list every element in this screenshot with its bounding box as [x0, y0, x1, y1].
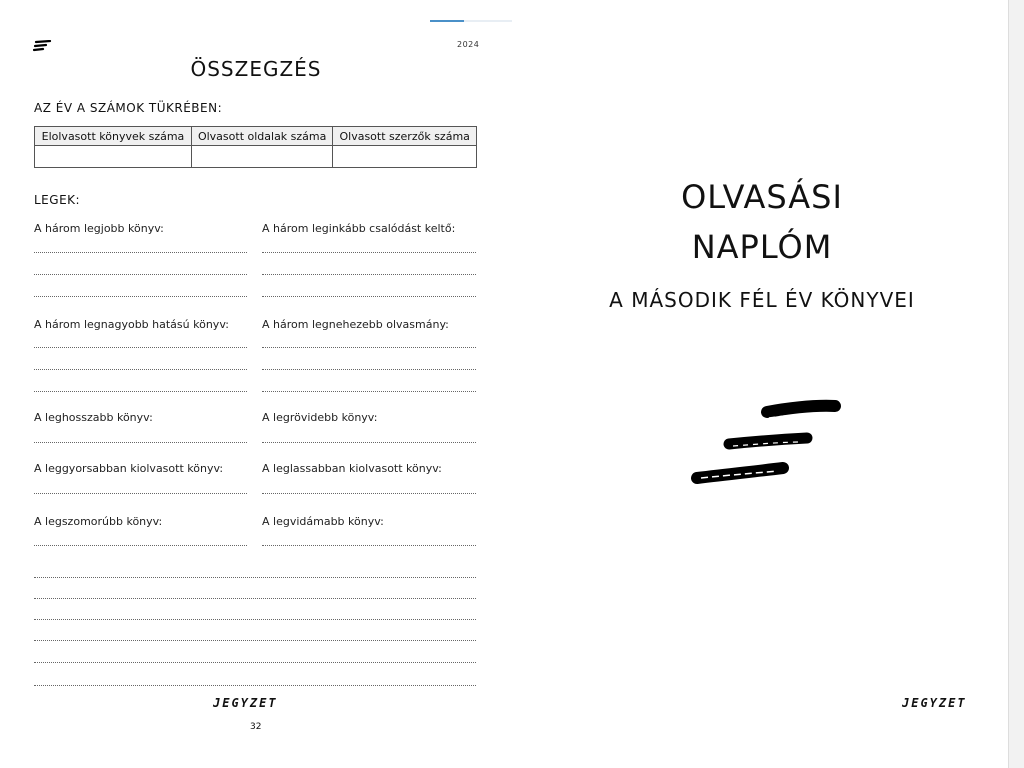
question-saddest: A legszomorúbb könyv: — [34, 515, 163, 528]
cover-subtitle: A MÁSODIK FÉL ÉV KÖNYVEI — [609, 288, 915, 312]
brush-logo-icon — [33, 40, 53, 52]
note-line[interactable] — [34, 662, 476, 663]
question-slowest: A leglassabban kiolvasott könyv: — [262, 462, 442, 475]
answer-line[interactable] — [262, 252, 476, 253]
answer-line[interactable] — [262, 296, 476, 297]
note-line[interactable] — [34, 619, 476, 620]
stats-heading: AZ ÉV A SZÁMOK TÜKRÉBEN: — [34, 101, 223, 115]
note-line[interactable] — [34, 598, 476, 599]
question-hardest-three: A három legnehezebb olvasmány: — [262, 318, 449, 331]
answer-line[interactable] — [34, 391, 247, 392]
question-disappointing-three: A három leginkább csalódást keltő: — [262, 222, 456, 235]
answer-line[interactable] — [262, 545, 476, 546]
question-fastest: A leggyorsabban kiolvasott könyv: — [34, 462, 224, 475]
stats-header-pages-read: Olvasott oldalak száma — [191, 127, 332, 146]
right-page — [512, 0, 1012, 768]
legek-heading: LEGEK: — [34, 193, 81, 207]
question-shortest: A legrövidebb könyv: — [262, 411, 378, 424]
footer-logo: JEGYZET — [902, 696, 967, 710]
answer-line[interactable] — [34, 296, 247, 297]
question-longest: A leghosszabb könyv: — [34, 411, 153, 424]
note-line[interactable] — [34, 685, 476, 686]
answer-line[interactable] — [34, 347, 247, 348]
top-progress-indicator — [430, 20, 464, 22]
brush-strokes-logo-icon — [689, 398, 845, 490]
answer-line[interactable] — [34, 545, 247, 546]
answer-line[interactable] — [34, 493, 247, 494]
stats-cell-authors-read[interactable] — [333, 146, 477, 168]
stats-table — [34, 126, 477, 168]
footer-logo: JEGYZET — [213, 696, 278, 710]
note-line[interactable] — [34, 577, 476, 578]
note-line[interactable] — [34, 640, 476, 641]
answer-line[interactable] — [262, 274, 476, 275]
answer-line[interactable] — [34, 274, 247, 275]
question-most-impactful-three: A három legnagyobb hatású könyv: — [34, 318, 229, 331]
page-title: ÖSSZEGZÉS — [190, 57, 322, 81]
answer-line[interactable] — [262, 369, 476, 370]
cover-title-line2: NAPLÓM — [691, 228, 833, 266]
answer-line[interactable] — [262, 442, 476, 443]
stats-cell-pages-read[interactable] — [191, 146, 332, 168]
answer-line[interactable] — [262, 347, 476, 348]
answer-line[interactable] — [262, 493, 476, 494]
answer-line[interactable] — [262, 391, 476, 392]
stats-header-books-read: Elolvasott könyvek száma — [35, 127, 192, 146]
answer-line[interactable] — [34, 442, 247, 443]
page-number: 32 — [250, 722, 262, 732]
page-edge — [1008, 0, 1024, 768]
year-label: 2024 — [457, 40, 480, 49]
answer-line[interactable] — [34, 252, 247, 253]
question-funniest: A legvidámabb könyv: — [262, 515, 384, 528]
cover-title-line1: OLVASÁSI — [681, 178, 843, 216]
question-best-three: A három legjobb könyv: — [34, 222, 164, 235]
stats-header-authors-read: Olvasott szerzők száma — [333, 127, 477, 146]
answer-line[interactable] — [34, 369, 247, 370]
stats-cell-books-read[interactable] — [35, 146, 192, 168]
